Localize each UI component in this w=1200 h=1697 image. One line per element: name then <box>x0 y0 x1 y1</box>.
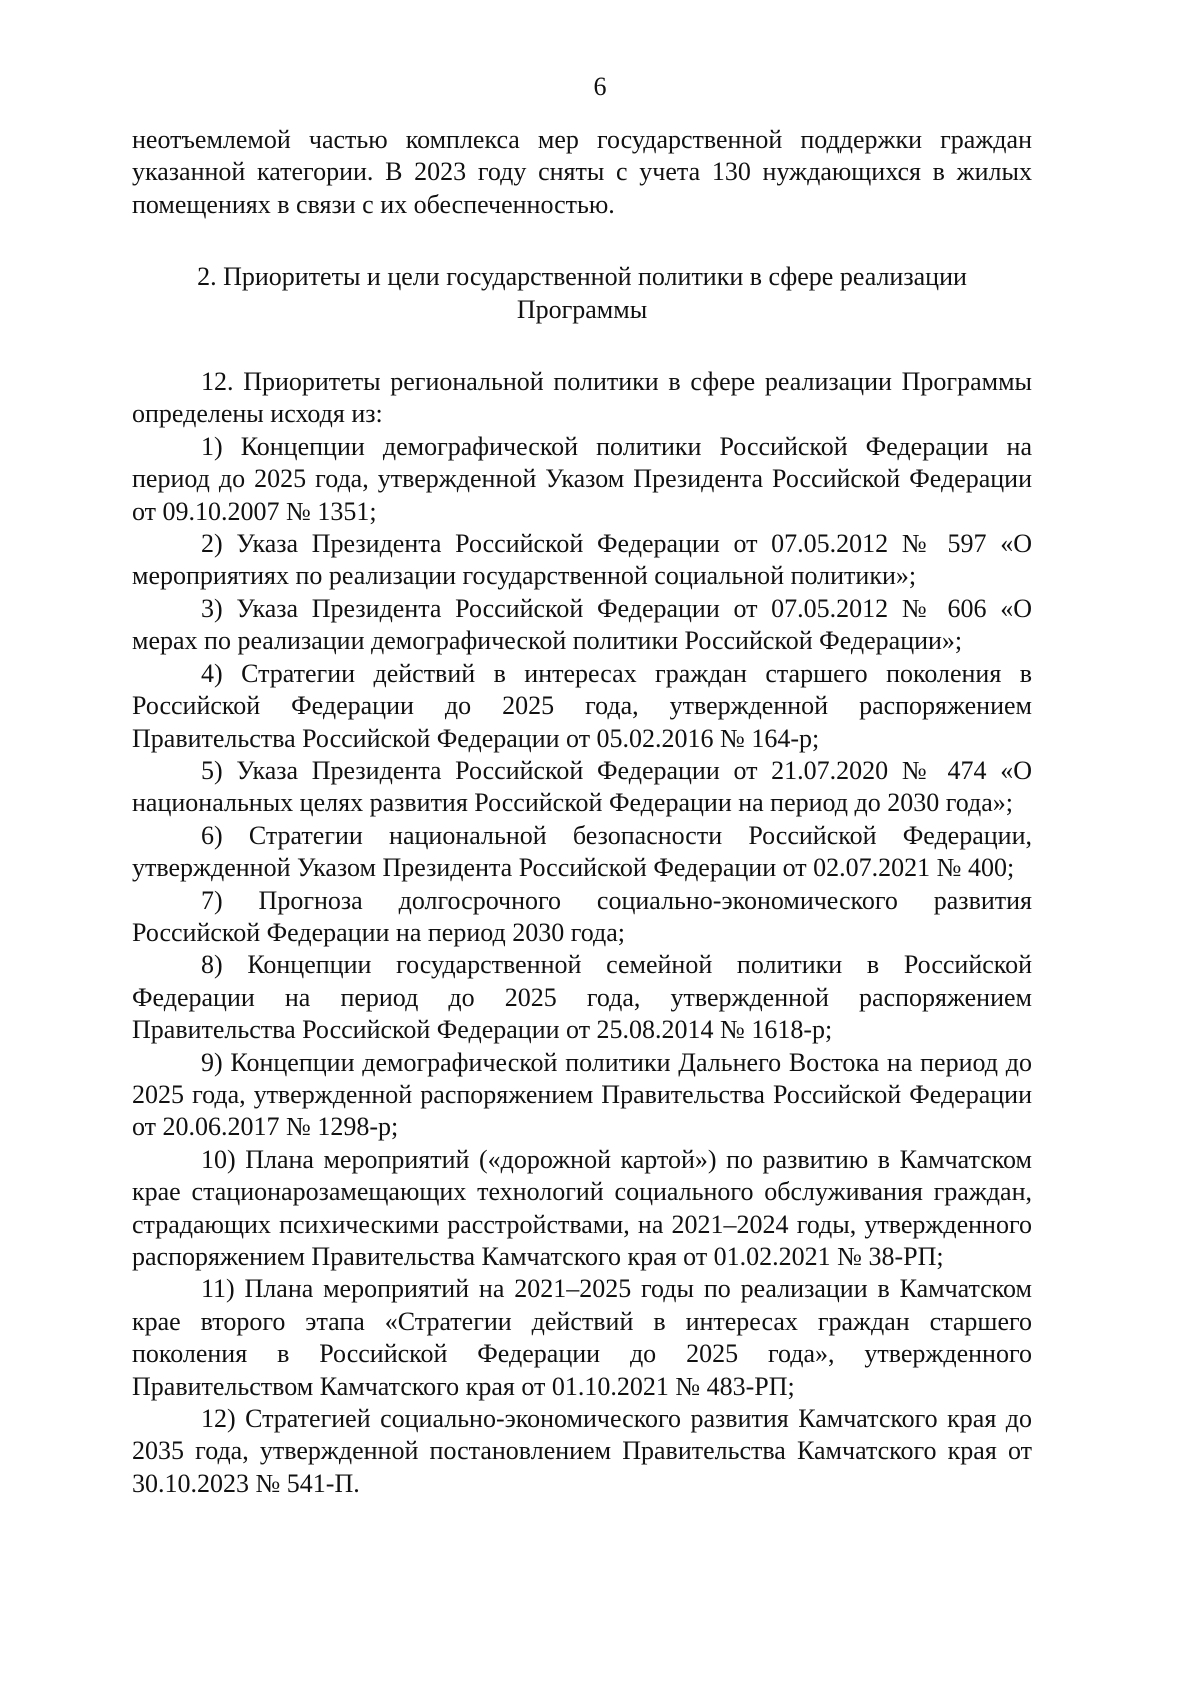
list-item-4: 4) Стратегии действий в интересах граждан старшего поколения в Российской Федерации до 2025 года, утвержденной распоряжением Правительства Российской Федерации от 05.02.2016 № 164-р; <box>132 658 1032 753</box>
section-heading <box>132 261 1032 326</box>
section-heading-line-2: Программы <box>516 294 648 324</box>
list-item-10: 10) Плана мероприятий («дорожной картой») по развитию в Камчатском крае стационарозамещающих технологий социального обслуживания граждан, страдающих психическими расстройствами, на 2021–2024 годы, утвержденного распоряжением Правительства Камчатского края от 01.02.2021 № 38-РП; <box>132 1144 1032 1271</box>
list-item-9: 9) Концепции демографической политики Дальнего Востока на период до 2025 года, утвержденной распоряжением Правительства Российской Федерации от 20.06.2017 № 1298-р; <box>132 1047 1032 1142</box>
item-12-lead-paragraph: 12. Приоритеты региональной политики в сфере реализации Программы определены исходя из: <box>132 367 1032 429</box>
list-item-6: 6) Стратегии национальной безопасности Российской Федерации, утвержденной Указом Президента Российской Федерации от 02.07.2021 № 400; <box>132 820 1032 883</box>
list-item-12: 12) Стратегией социально-экономического развития Камчатского края до 2035 года, утвержденной постановлением Правительства Камчатского края от 30.10.2023 № 541-П. <box>132 1404 1032 1498</box>
section-heading-line-1: 2. Приоритеты и цели государственной политики в сфере реализации <box>197 262 967 292</box>
list-item-1: 1) Концепции демографической политики Российской Федерации на период до 2025 года, утвержденной Указом Президента Российской Федерации от 09.10.2007 № 1351; <box>132 431 1032 526</box>
list-item-3: 3) Указа Президента Российской Федерации от 07.05.2012 № 606 «О мерах по реализации демографической политики Российской Федерации»; <box>132 593 1032 656</box>
intro-paragraph: неотъемлемой частью комплекса мер государственной поддержки граждан указанной категории. В 2023 году сняты с учета 130 нуждающихся в жилых помещениях в связи с их обеспеченностью. <box>132 125 1032 219</box>
document-body <box>132 124 1032 1500</box>
list-item-8: 8) Концепции государственной семейной политики в Российской Федерации на период до 2025 года, утвержденной распоряжением Правительства Российской Федерации от 25.08.2014 № 1618-р; <box>132 950 1032 1045</box>
page-number: 6 <box>593 72 607 101</box>
list-item-2: 2) Указа Президента Российской Федерации от 07.05.2012 № 597 «О мероприятиях по реализации государственной социальной политики»; <box>132 529 1032 591</box>
list-item-5: 5) Указа Президента Российской Федерации от 21.07.2020 № 474 «О национальных целях развития Российской Федерации на период до 2030 года»; <box>132 755 1032 818</box>
list-item-11: 11) Плана мероприятий на 2021–2025 годы по реализации в Камчатском крае второго этапа «Стратегии действий в интересах граждан старшего поколения в Российской Федерации до 2025 года», утвержденного Правительством Камчатского края от 01.10.2021 № 483-РП; <box>132 1274 1032 1401</box>
list-item-7: 7) Прогноза долгосрочного социально-экономического развития Российской Федерации на период 2030 года; <box>132 885 1032 947</box>
